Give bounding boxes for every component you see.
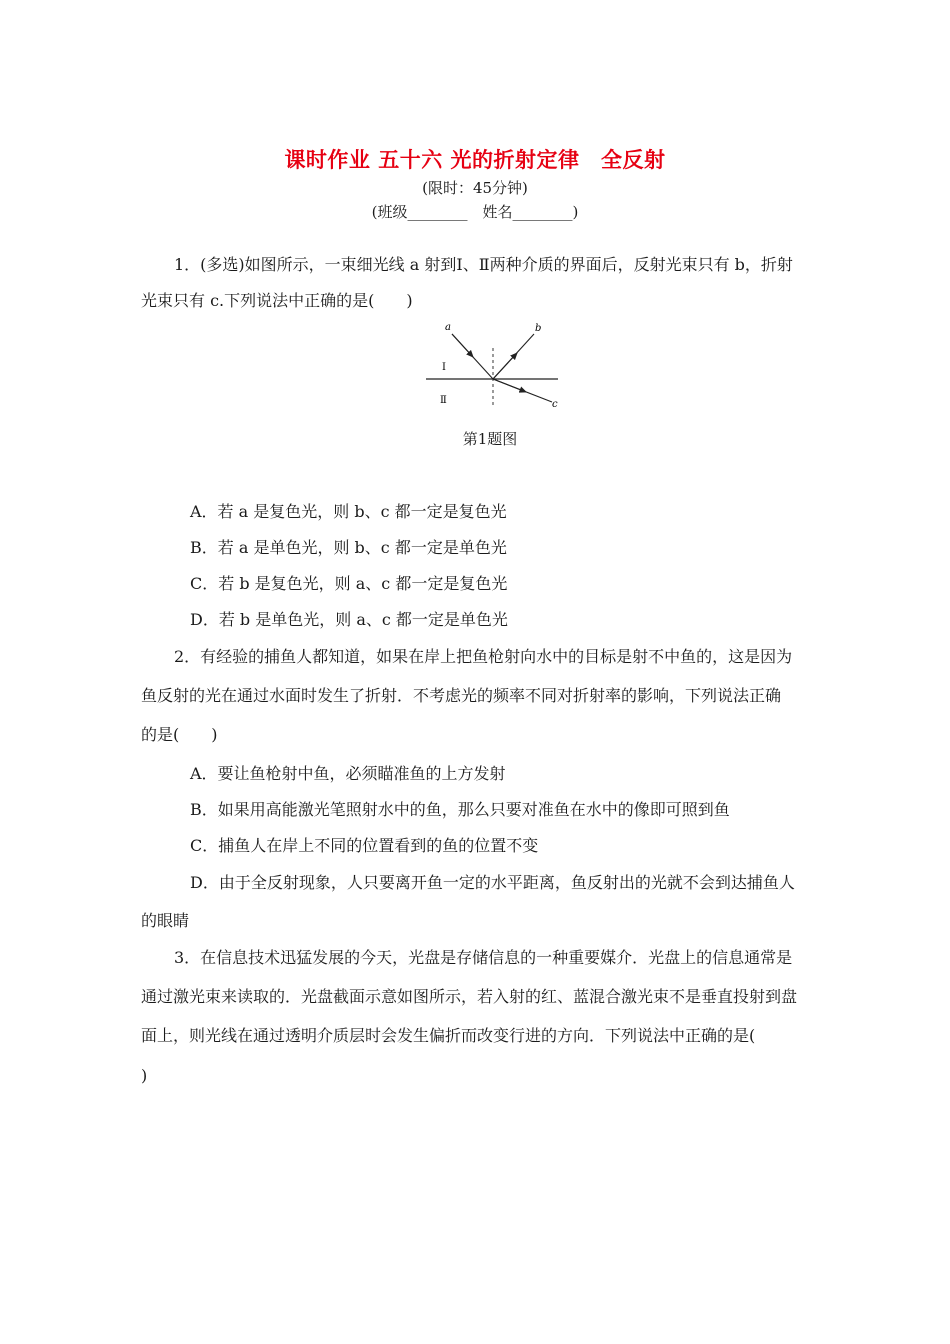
- question-text-line: 的是( ): [141, 725, 218, 744]
- question-text-line: 2．有经验的捕鱼人都知道，如果在岸上把鱼枪射向水中的目标是射不中鱼的，这是因为: [174, 647, 793, 666]
- label-c: c: [552, 399, 558, 410]
- option-a: A．若 a 是复色光，则 b、c 都一定是复色光: [190, 502, 507, 521]
- page-title: 课时作业 五十六 光的折射定律 全反射: [284, 148, 666, 172]
- class-name-line: (班级________ 姓名________): [371, 203, 579, 221]
- refraction-figure: [420, 318, 570, 412]
- question-text-line: 3．在信息技术迅猛发展的今天，光盘是存储信息的一种重要媒介．光盘上的信息通常是: [174, 948, 793, 967]
- option-b: B．若 a 是单色光，则 b、c 都一定是单色光: [190, 538, 507, 557]
- question-text-line: 光束只有 c.下列说法中正确的是( ): [141, 291, 413, 310]
- question-text-line: 鱼反射的光在通过水面时发生了折射．不考虑光的频率不同对折射率的影响，下列说法正确: [141, 686, 782, 705]
- question-text-line: 面上，则光线在通过透明介质层时会发生偏折而改变行进的方向．下列说法中正确的是(: [141, 1026, 756, 1045]
- question-text-line: 1．(多选)如图所示，一束细光线 a 射到Ⅰ、Ⅱ两种介质的界面后，反射光束只有 b，折射: [174, 255, 793, 274]
- label-a: a: [445, 322, 451, 333]
- question-text-line: 通过激光束来读取的．光盘截面示意如图所示，若入射的红、蓝混合激光束不是垂直投射到盘: [141, 987, 798, 1006]
- option-d: D．若 b 是单色光，则 a、c 都一定是单色光: [190, 610, 508, 629]
- figure-caption: 第1题图: [462, 430, 518, 448]
- option-a: A．要让鱼枪射中鱼，必须瞄准鱼的上方发射: [190, 764, 506, 783]
- time-limit: (限时：45分钟): [422, 179, 528, 197]
- label-medium-2: Ⅱ: [440, 395, 447, 406]
- option-c: C．捕鱼人在岸上不同的位置看到的鱼的位置不变: [190, 836, 539, 855]
- label-b: b: [535, 323, 542, 334]
- option-b: B．如果用高能激光笔照射水中的鱼，那么只要对准鱼在水中的像即可照到鱼: [190, 800, 730, 819]
- option-c: C．若 b 是复色光，则 a、c 都一定是复色光: [190, 574, 508, 593]
- label-medium-1: Ⅰ: [442, 362, 446, 373]
- question-text-line: ): [141, 1066, 148, 1085]
- option-d: D．由于全反射现象，人只要离开鱼一定的水平距离，鱼反射出的光就不会到达捕鱼人: [190, 873, 795, 892]
- option-d-continued: 的眼睛: [141, 911, 190, 930]
